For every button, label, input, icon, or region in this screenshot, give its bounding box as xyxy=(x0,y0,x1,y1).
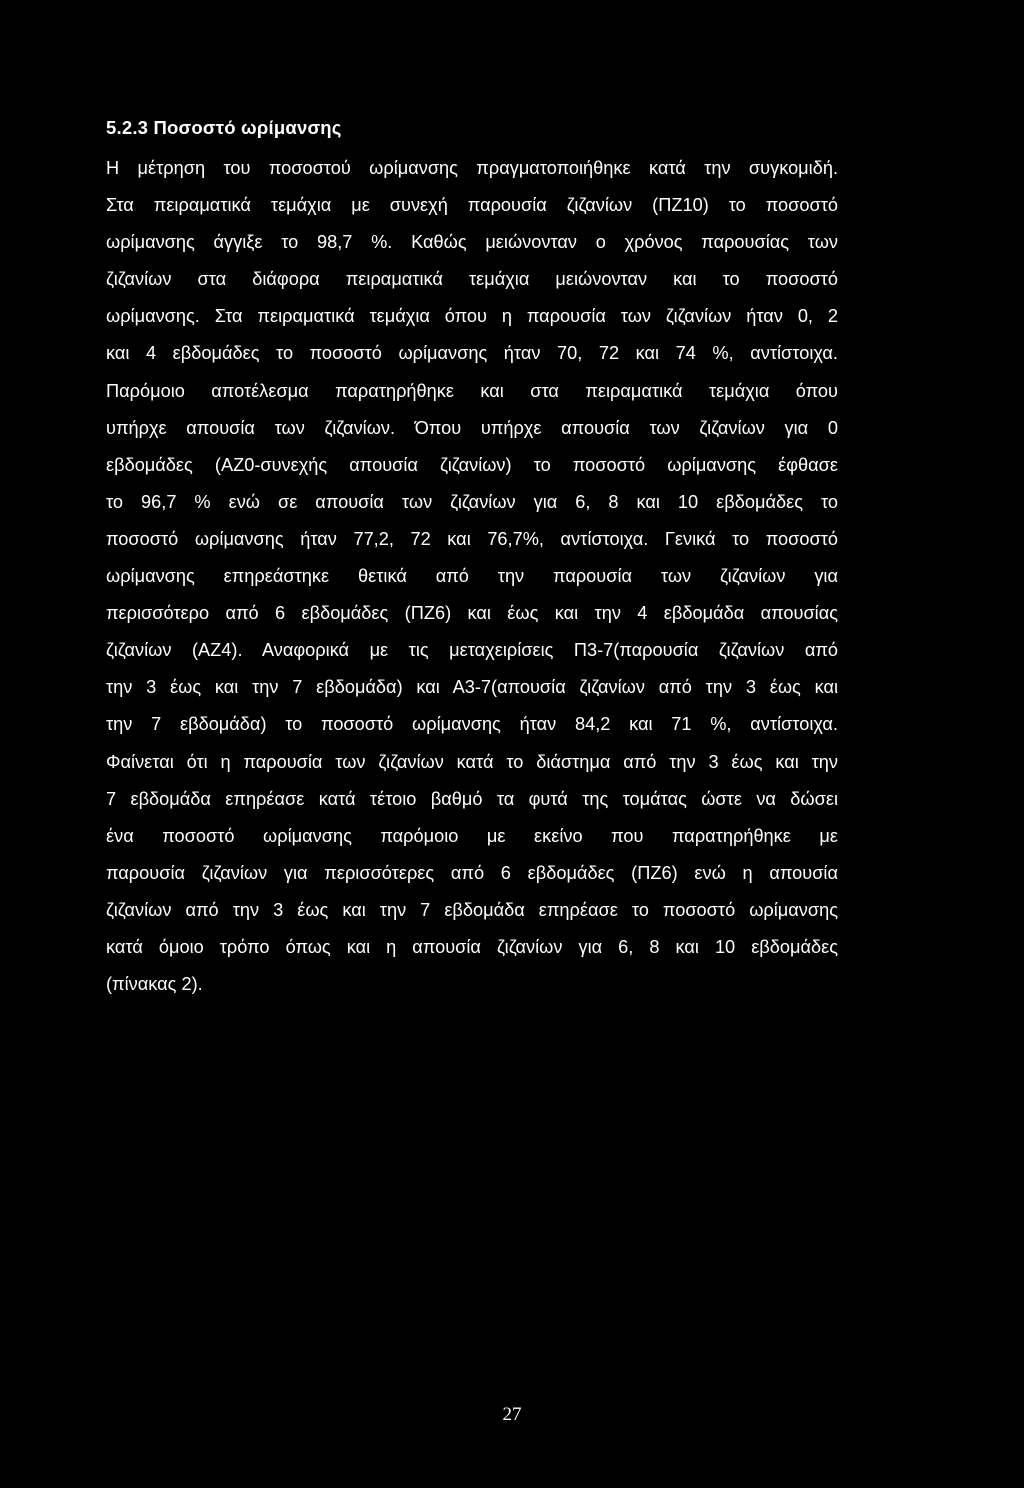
paragraph-line: ζιζανίων από την 3 έως και την 7 εβδομάδα επηρέασε το ποσοστό ωρίμανσης xyxy=(106,899,838,920)
paragraph-line: εβδομάδες (ΑΖ0-συνεχής απουσία ζιζανίων) το ποσοστό ωρίμανσης έφθασε xyxy=(106,454,838,475)
paragraph-line: 7 εβδομάδα επηρέασε κατά τέτοιο βαθμό τα φυτά της τομάτας ώστε να δώσει xyxy=(106,788,838,809)
paragraph-line: Η μέτρηση του ποσοστού ωρίμανσης πραγματοποιήθηκε κατά την συγκομιδή. xyxy=(106,158,838,178)
paragraph-line: Φαίνεται ότι η παρουσία των ζιζανίων κατά το διάστημα από την 3 έως και την xyxy=(106,751,838,772)
paragraph-line: την 7 εβδομάδα) το ποσοστό ωρίμανσης ήταν 84,2 και 71 %, αντίστοιχα. xyxy=(106,714,838,735)
paragraph-line: και 4 εβδομάδες το ποσοστό ωρίμανσης ήταν 70, 72 και 74 %, αντίστοιχα. xyxy=(106,343,838,364)
paragraph-line: την 3 έως και την 7 εβδομάδα) και Α3-7(απουσία ζιζανίων από την 3 έως και xyxy=(106,677,838,698)
paragraph-line: Στα πειραματικά τεμάχια με συνεχή παρουσία ζιζανίων (ΠΖ10) το ποσοστό xyxy=(106,195,838,216)
paragraph-line: Παρόμοιο αποτέλεσμα παρατηρήθηκε και στα πειραματικά τεμάχια όπου xyxy=(106,380,838,401)
paragraph-line: παρουσία ζιζανίων για περισσότερες από 6 εβδομάδες (ΠΖ6) ενώ η απουσία xyxy=(106,862,838,883)
paragraph-line: ζιζανίων (ΑΖ4). Αναφορικά με τις μεταχειρίσεις Π3-7(παρουσία ζιζανίων από xyxy=(106,640,838,661)
paragraph-line: ωρίμανσης άγγιξε το 98,7 %. Καθώς μειώνονταν ο χρόνος παρουσίας των xyxy=(106,232,838,253)
paragraph-line: κατά όμοιο τρόπο όπως και η απουσία ζιζανίων για 6, 8 και 10 εβδομάδες xyxy=(106,936,838,957)
paragraph-line: υπήρχε απουσία των ζιζανίων. Όπου υπήρχε απουσία των ζιζανίων για 0 xyxy=(106,417,838,438)
paragraph-line: (πίνακας 2). xyxy=(106,974,203,995)
paragraph-line: ωρίμανσης. Στα πειραματικά τεμάχια όπου η παρουσία των ζιζανίων ήταν 0, 2 xyxy=(106,306,838,327)
body-paragraph xyxy=(106,150,838,1003)
paragraph-line: ζιζανίων στα διάφορα πειραματικά τεμάχια μειώνονταν και το ποσοστό xyxy=(106,269,838,290)
paragraph-line: ποσοστό ωρίμανσης ήταν 77,2, 72 και 76,7%, αντίστοιχα. Γενικά το ποσοστό xyxy=(106,528,838,549)
paragraph-line: ένα ποσοστό ωρίμανσης παρόμοιο με εκείνο που παρατηρήθηκε με xyxy=(106,825,838,846)
paragraph-line: ωρίμανσης επηρεάστηκε θετικά από την παρουσία των ζιζανίων για xyxy=(106,566,838,587)
section-heading: 5.2.3 Ποσοστό ωρίμανσης xyxy=(106,117,342,138)
paragraph-line: το 96,7 % ενώ σε απουσία των ζιζανίων για 6, 8 και 10 εβδομάδες το xyxy=(106,491,838,512)
paragraph-line: περισσότερο από 6 εβδομάδες (ΠΖ6) και έως και την 4 εβδομάδα απουσίας xyxy=(106,603,838,624)
page-number: 27 xyxy=(502,1404,522,1425)
